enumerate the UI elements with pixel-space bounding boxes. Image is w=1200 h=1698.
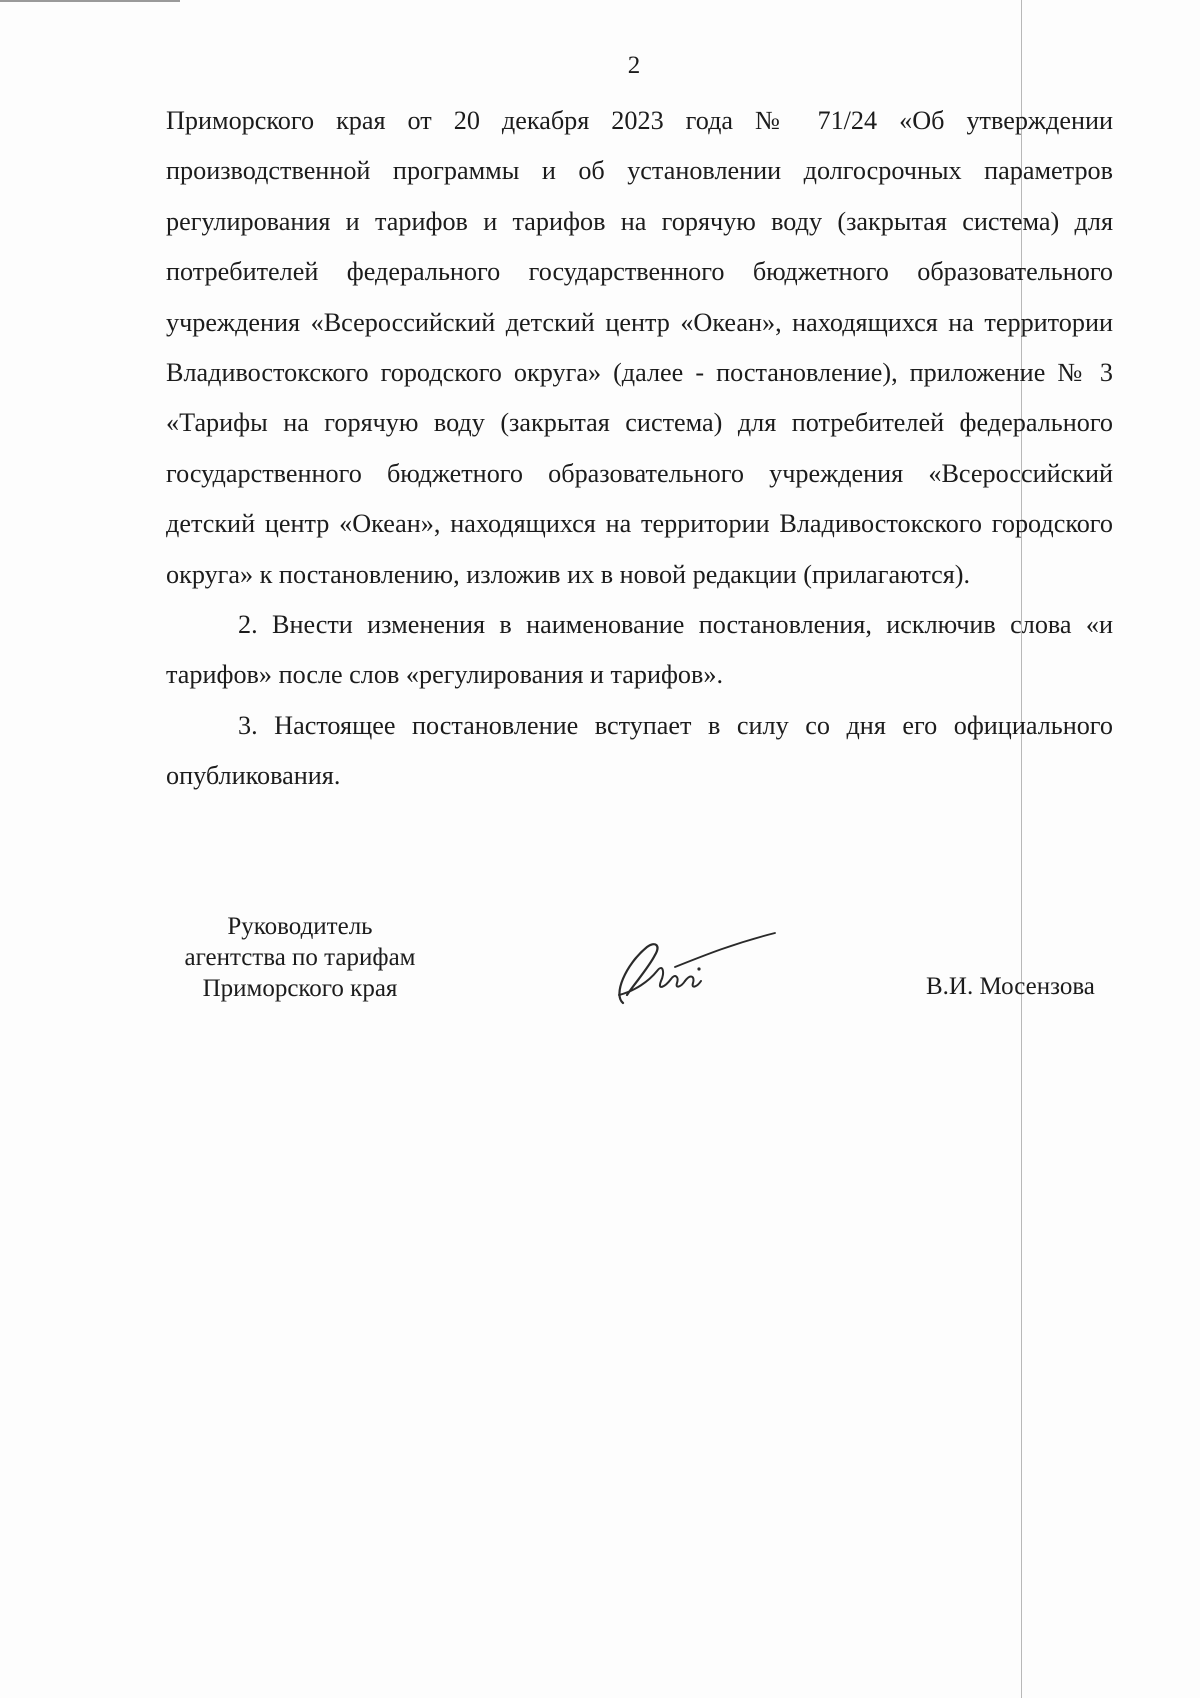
- top-rule: [0, 0, 180, 2]
- signer-name: В.И. Мосензова: [926, 973, 1095, 1000]
- paragraph-item-3: 3. Настоящее постановление вступает в силу со дня его официального опубликования.: [166, 710, 1113, 791]
- signatory-title-line: агентства по тарифам: [184, 944, 416, 971]
- signatory-title: [150, 911, 450, 1004]
- document-body: [166, 96, 1113, 802]
- paragraph-continuation: Приморского края от 20 декабря 2023 года № 71/24 «Об утверждении производственной программы и об установлении долгосрочных параметров регулирования и тарифов и тарифов на горячую воду (закрытая система) для потребителей федерального государственного бюджетного образовательного учреждения «Всероссийский детский центр «Океан», находящихся на территории Владивостокского городского округа» (далее - постановление), приложение № 3 «Тарифы на горячую воду (закрытая система) для потребителей федерального государственного бюджетного образовательного учреждения «Всероссийский детский центр «Океан», находящихся на территории Владивостокского городского округа» к постановлению, изложив их в новой редакции (прилагаются).: [166, 106, 1113, 589]
- handwritten-signature: [605, 925, 785, 1015]
- signatory-title-line: Руководитель: [227, 913, 373, 940]
- signatory-title-line: Приморского края: [202, 975, 398, 1002]
- page-number: 2: [627, 52, 641, 79]
- paragraph-item-2: 2. Внести изменения в наименование постановления, исключив слова «и тарифов» после слов «регулирования и тарифов».: [166, 610, 1113, 690]
